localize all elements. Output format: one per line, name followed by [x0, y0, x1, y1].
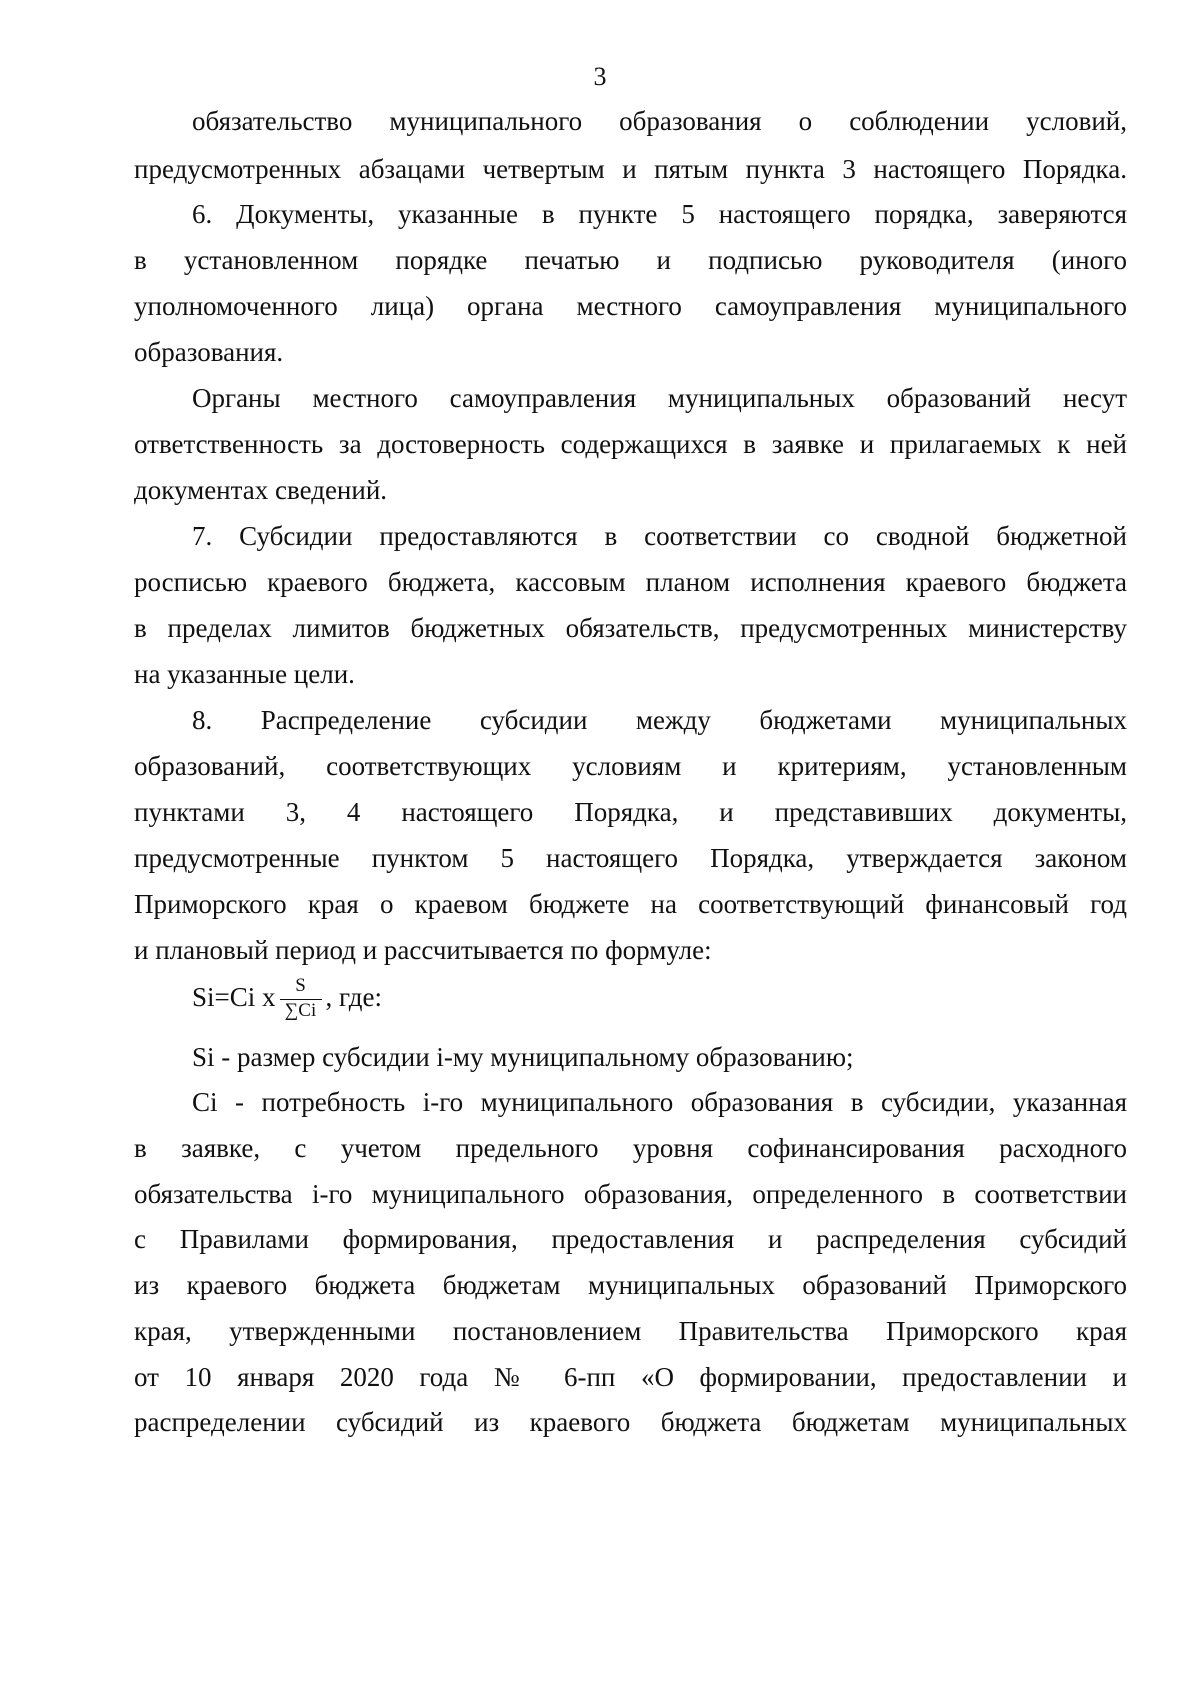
text-line: 7. Субсидии предоставляются в соответствии со сводной бюджетной: [192, 521, 1127, 551]
text-line: обязательства i-го муниципального образования, определенного в соответствии: [134, 1179, 1127, 1209]
text-line: уполномоченного лица) органа местного самоуправления муниципального: [134, 291, 1127, 321]
text-line: на указанные цели.: [134, 659, 355, 689]
text-line: пунктами 3, 4 настоящего Порядка, и представивших документы,: [134, 797, 1127, 827]
text-line: 8. Распределение субсидии между бюджетами муниципальных: [192, 705, 1127, 735]
text-line: распределении субсидий из краевого бюджета бюджетам муниципальных: [134, 1407, 1127, 1437]
subsidy-formula: [192, 975, 382, 1030]
text-line: ответственность за достоверность содержащихся в заявке и прилагаемых к ней: [134, 429, 1127, 459]
text-line: края, утвержденными постановлением Правительства Приморского края: [134, 1316, 1127, 1346]
text-line: образований, соответствующих условиям и критериям, установленным: [134, 751, 1127, 781]
text-line: росписью краевого бюджета, кассовым планом исполнения краевого бюджета: [134, 567, 1127, 597]
formula-tail: , где:: [325, 982, 382, 1012]
page-number: 3: [593, 62, 607, 91]
text-line: из краевого бюджета бюджетам муниципальных образований Приморского: [134, 1270, 1127, 1300]
formula-fraction: [278, 975, 324, 1022]
text-line: предусмотренные пунктом 5 настоящего Порядка, утверждается законом: [134, 843, 1127, 873]
text-line: и плановый период и рассчитывается по формуле:: [134, 935, 712, 965]
text-line: в установленном порядке печатью и подписью руководителя (иного: [134, 245, 1127, 275]
text-line: Ci - потребность i-го муниципального образования в субсидии, указанная: [192, 1087, 1127, 1117]
formula-lhs: Si=Ci x: [192, 982, 276, 1012]
text-line: образования.: [134, 337, 284, 367]
text-line: с Правилами формирования, предоставления и распределения субсидий: [134, 1224, 1127, 1254]
text-line: Приморского края о краевом бюджете на соответствующий финансовый год: [134, 889, 1127, 919]
text-line: в заявке, с учетом предельного уровня софинансирования расходного: [134, 1133, 1127, 1163]
text-line: Si - размер субсидии i-му муниципальному образованию;: [192, 1042, 854, 1072]
text-line: предусмотренных абзацами четвертым и пятым пункта 3 настоящего Порядка.: [134, 154, 1127, 184]
text-line: в пределах лимитов бюджетных обязательств, предусмотренных министерству: [134, 613, 1127, 643]
text-line: 6. Документы, указанные в пункте 5 настоящего порядка, заверяются: [192, 199, 1127, 229]
formula-denominator: ∑Ci: [284, 1000, 317, 1021]
text-line: от 10 января 2020 года № 6-пп «О формировании, предоставлении и: [134, 1362, 1127, 1392]
text-line: обязательство муниципального образования о соблюдении условий,: [192, 106, 1127, 136]
text-line: документах сведений.: [134, 475, 388, 505]
text-line: Органы местного самоуправления муниципальных образований несут: [192, 383, 1127, 413]
formula-numerator: S: [295, 975, 306, 996]
